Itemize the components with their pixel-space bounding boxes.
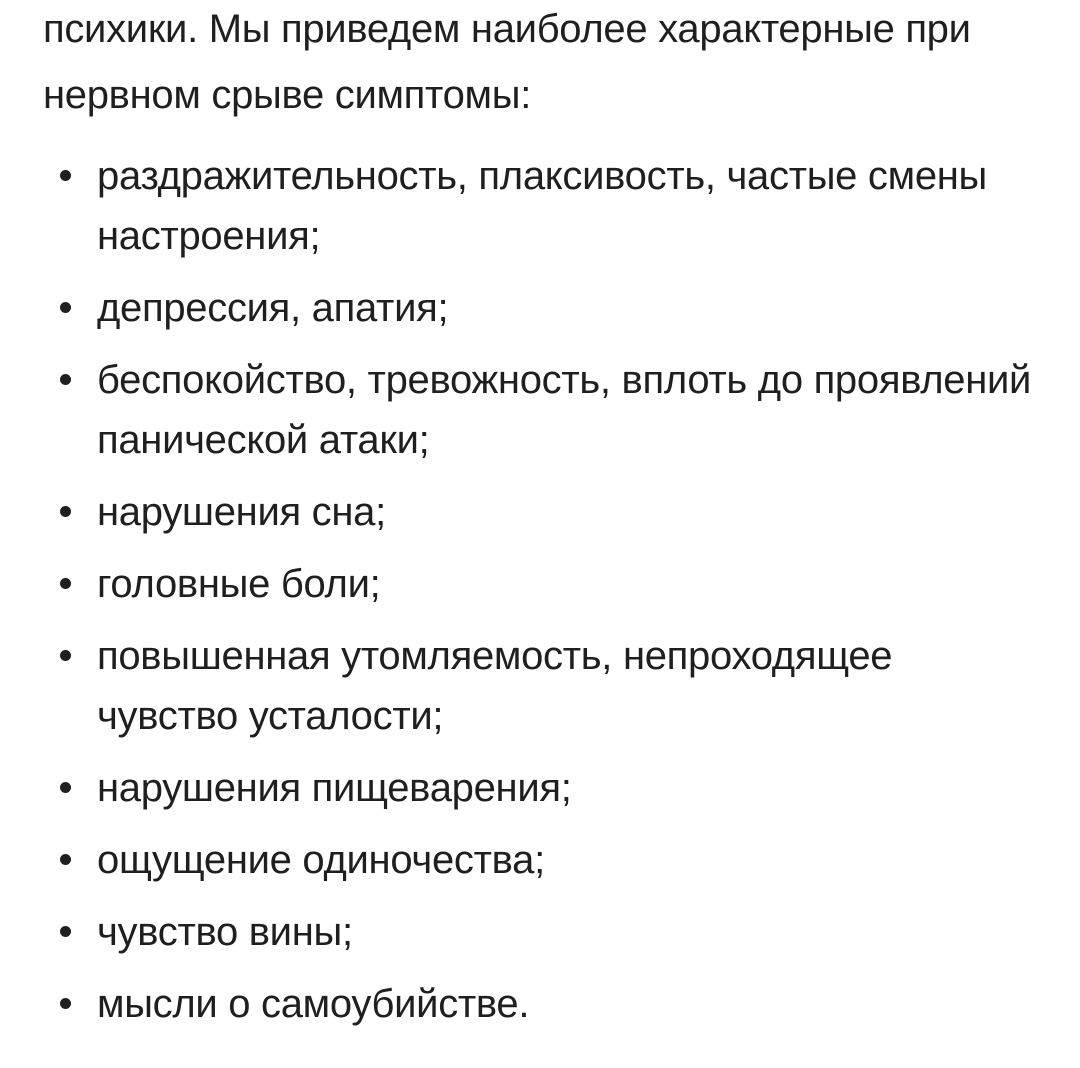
bullet-icon xyxy=(60,782,71,793)
list-item xyxy=(43,626,1040,746)
bullet-icon xyxy=(60,650,71,661)
list-item-text: беспокойство, тревожность, вплоть до проявлений панической атаки; xyxy=(97,358,1032,462)
list-item xyxy=(43,554,1040,614)
list-item-text: нарушения пищеварения; xyxy=(97,766,572,810)
list-item-text: нарушения сна; xyxy=(97,490,386,534)
list-item xyxy=(43,278,1040,338)
list-item-text: чувство вины; xyxy=(97,910,353,954)
bullet-icon xyxy=(60,506,71,517)
bullet-icon xyxy=(60,302,71,313)
bullet-icon xyxy=(60,998,71,1009)
list-item xyxy=(43,830,1040,890)
list-item-text: повышенная утомляемость, непроходящее чувство усталости; xyxy=(97,634,893,738)
list-item xyxy=(43,146,1040,266)
list-item-text: депрессия, апатия; xyxy=(97,286,449,330)
list-item xyxy=(43,350,1040,470)
list-item-text: ощущение одиночества; xyxy=(97,838,545,882)
bullet-icon xyxy=(60,170,71,181)
list-item-text: головные боли; xyxy=(97,562,381,606)
intro-paragraph: психики. Мы приведем наиболее характерные при нервном срыве симптомы: xyxy=(43,7,971,117)
list-item-text: мысли о самоубийстве. xyxy=(97,982,530,1026)
bullet-icon xyxy=(60,926,71,937)
list-item xyxy=(43,482,1040,542)
symptom-list xyxy=(43,146,1040,1034)
bullet-icon xyxy=(60,578,71,589)
list-item xyxy=(43,902,1040,962)
bullet-icon xyxy=(60,374,71,385)
bullet-icon xyxy=(60,854,71,865)
list-item xyxy=(43,758,1040,818)
list-item xyxy=(43,974,1040,1034)
list-item-text: раздражительность, плаксивость, частые смены настроения; xyxy=(97,154,988,258)
